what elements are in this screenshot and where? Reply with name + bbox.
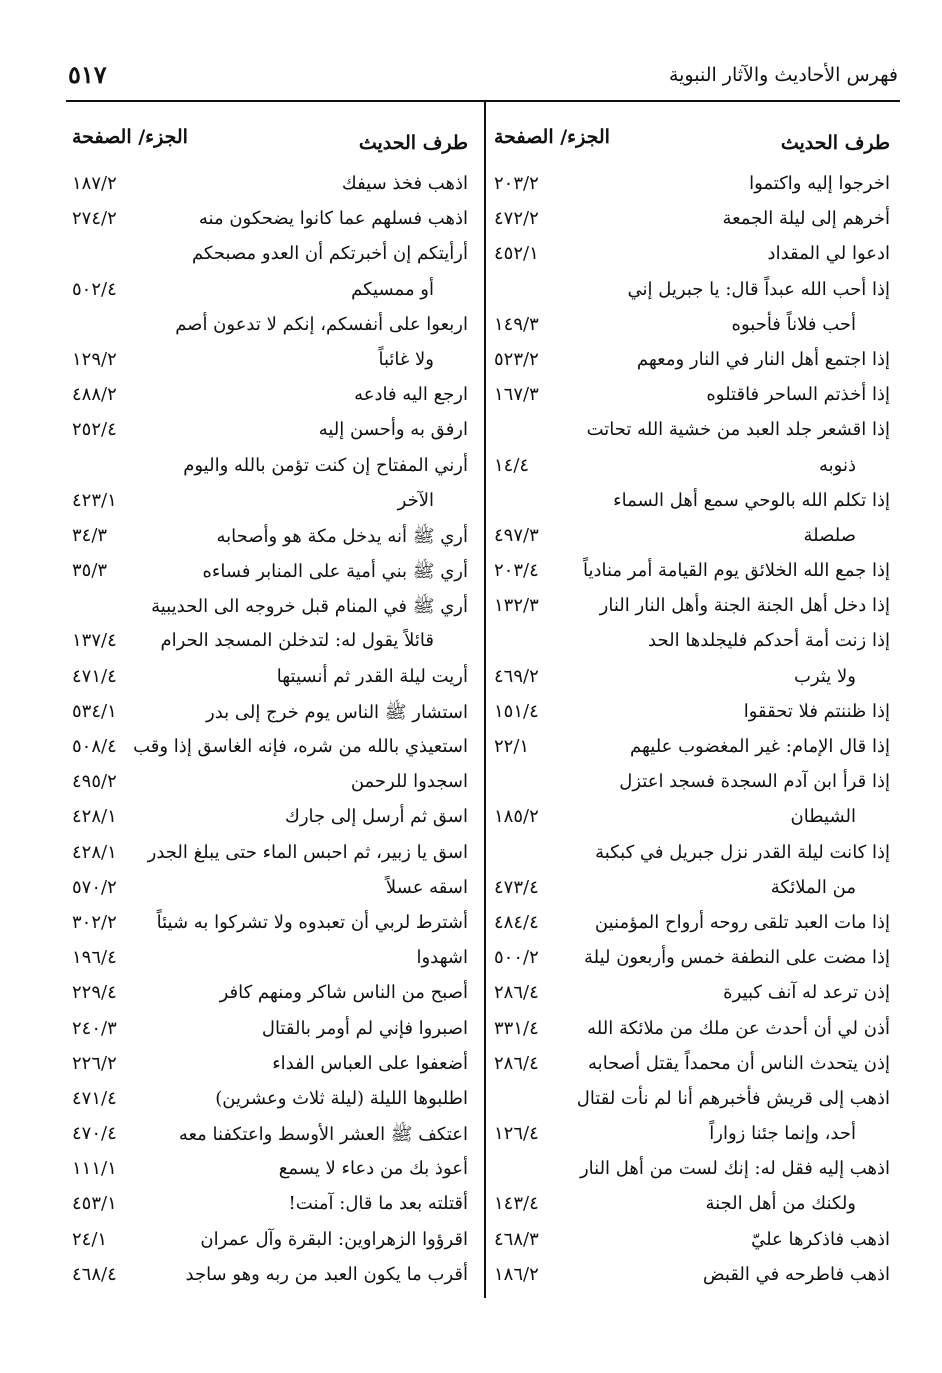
hadith-text: أضعفوا على العباس الفداء	[272, 1052, 468, 1074]
volume-page-ref: ٥٠٠/٢	[494, 947, 539, 969]
column-header-text: طرف الحديث	[780, 132, 890, 154]
hadith-text: اسجدوا للرحمن	[350, 771, 468, 793]
index-row	[492, 698, 896, 733]
volume-page-ref: ٢٠٣/٤	[494, 560, 539, 582]
index-row	[492, 979, 896, 1014]
index-row	[70, 170, 474, 205]
volume-page-ref: ٢٠٣/٢	[494, 173, 539, 194]
hadith-text: اقرؤوا الزهراوين: البقرة وآل عمران	[200, 1228, 468, 1250]
hadith-text: ولا يثرب	[794, 665, 856, 687]
column-header-ref: الجزء/ الصفحة	[494, 126, 610, 148]
index-row	[492, 1050, 896, 1085]
index-row	[492, 416, 896, 451]
hadith-text: من الملائكة	[770, 876, 856, 898]
index-column-right	[492, 112, 896, 1296]
hadith-text: إذن ترعد له آنف كبيرة	[723, 982, 890, 1004]
volume-page-ref: ٤٧١/٤	[72, 1087, 117, 1109]
volume-page-ref: ١٥١/٤	[494, 700, 539, 722]
volume-page-ref: ٥٠٨/٤	[72, 736, 117, 757]
index-row	[70, 1155, 474, 1190]
index-row	[492, 909, 896, 944]
volume-page-ref: ٤٩٥/٢	[72, 771, 117, 793]
index-row	[492, 1190, 896, 1225]
column-header-text: طرف الحديث	[358, 132, 468, 154]
hadith-text: اسقه عسلاً	[385, 876, 468, 898]
volume-page-ref: ٤٨٨/٢	[72, 384, 117, 406]
hadith-text: إذا أخذتم الساحر فاقتلوه	[706, 384, 890, 406]
index-row	[70, 874, 474, 909]
hadith-text: أقرب ما يكون العبد من ربه وهو ساجد	[185, 1263, 468, 1285]
index-row	[492, 487, 896, 522]
volume-page-ref: ١٢٩/٢	[72, 348, 117, 370]
index-row	[70, 627, 474, 662]
index-row	[492, 1226, 896, 1261]
hadith-text: إذا تكلم الله بالوحي سمع أهل السماء	[613, 489, 890, 511]
header-rule	[66, 100, 900, 102]
hadith-text: أحد، وإنما جئنا زواراً	[709, 1123, 856, 1145]
volume-page-ref: ٥٢٣/٢	[494, 348, 539, 370]
running-title: فهرس الأحاديث والآثار النبوية	[668, 64, 898, 86]
volume-page-ref: ٢٢/١	[494, 736, 530, 757]
hadith-text: اسق ثم أرسل إلى جارك	[284, 806, 468, 828]
index-row	[70, 909, 474, 944]
volume-page-ref: ٤٢٣/١	[72, 489, 117, 511]
volume-page-ref: ٣٥/٣	[72, 560, 108, 582]
volume-page-ref: ١٨٥/٢	[494, 806, 539, 828]
volume-page-ref: ٢٤/١	[72, 1228, 108, 1250]
index-row	[492, 1155, 896, 1190]
hadith-text: الآخر	[397, 489, 434, 511]
index-row	[492, 311, 896, 346]
volume-page-ref: ١٢٦/٤	[494, 1123, 539, 1145]
volume-page-ref: ٤٨٤/٤	[494, 911, 539, 933]
hadith-text: ارفق به وأحسن إليه	[318, 419, 468, 441]
hadith-text: إذا مات العبد تلقى روحه أرواح المؤمنين	[594, 911, 890, 933]
volume-page-ref: ٤٢٨/١	[72, 841, 117, 863]
index-row	[70, 452, 474, 487]
column-header-ref: الجزء/ الصفحة	[72, 126, 188, 148]
hadith-text: اذهب إليه فقل له: إنك لست من أهل النار	[579, 1158, 890, 1180]
volume-page-ref: ٤٦٨/٤	[72, 1263, 117, 1285]
index-row	[70, 557, 474, 592]
index-row	[70, 1226, 474, 1261]
volume-page-ref: ٣٤/٣	[72, 524, 108, 546]
volume-page-ref: ١٤٩/٣	[494, 313, 539, 335]
hadith-text: استشار ﷺ الناس يوم خرج إلى بدر	[206, 701, 468, 723]
volume-page-ref: ٢٢٦/٢	[72, 1052, 117, 1074]
volume-page-ref: ٤٩٧/٣	[494, 524, 539, 546]
hadith-text: إذا دخل أهل الجنة الجنة وأهل النار النار	[599, 595, 890, 617]
hadith-text: اعتكف ﷺ العشر الأوسط واعتكفنا معه	[178, 1124, 468, 1146]
index-row	[70, 1190, 474, 1225]
volume-page-ref: ١٩٦/٤	[72, 947, 117, 969]
hadith-text: اصبروا فإني لم أومر بالقتال	[261, 1017, 468, 1039]
volume-page-ref: ٢٤٠/٣	[72, 1017, 117, 1039]
index-row	[492, 663, 896, 698]
hadith-text: استعيذي بالله من شره، فإنه الغاسق إذا وقب	[133, 736, 468, 757]
index-row	[70, 276, 474, 311]
hadith-text: اذهب فسلهم عما كانوا يضحكون منه	[198, 208, 468, 230]
index-row	[70, 416, 474, 451]
index-row	[492, 768, 896, 803]
hadith-text: إذا قال الإمام: غير المغضوب عليهم	[629, 736, 890, 757]
index-row	[492, 733, 896, 768]
index-row	[70, 803, 474, 838]
hadith-text: إذا زنت أمة أحدكم فليجلدها الحد	[648, 630, 890, 652]
hadith-text: أحب فلاناً فأحبوه	[731, 313, 856, 335]
index-row	[492, 522, 896, 557]
index-row	[70, 979, 474, 1014]
page-number: ٥١٧	[68, 60, 107, 89]
index-row	[492, 346, 896, 381]
index-row	[492, 170, 896, 205]
hadith-text: صلصلة	[803, 524, 856, 546]
volume-page-ref: ١٣٢/٣	[494, 595, 539, 617]
volume-page-ref: ٤٧٠/٤	[72, 1123, 117, 1145]
volume-page-ref: ١٤٣/٤	[494, 1193, 539, 1215]
index-row	[492, 205, 896, 240]
volume-page-ref: ٢٨٦/٤	[494, 1052, 539, 1074]
hadith-text: إذن يتحدث الناس أن محمداً يقتل أصحابه	[588, 1052, 890, 1074]
column-header	[70, 112, 474, 170]
volume-page-ref: ١٦٧/٣	[494, 384, 539, 406]
index-row	[70, 522, 474, 557]
index-row	[492, 557, 896, 592]
hadith-text: أرني المفتاح إن كنت تؤمن بالله واليوم	[183, 454, 468, 476]
hadith-text: أصبح من الناس شاكر ومنهم كافر	[219, 982, 468, 1004]
index-row	[70, 381, 474, 416]
volume-page-ref: ٣٠٢/٢	[72, 911, 117, 933]
hadith-text: إذا كانت ليلة القدر نزل جبريل في كبكبة	[595, 841, 890, 863]
volume-page-ref: ٤٧١/٤	[72, 665, 117, 687]
index-row	[70, 1015, 474, 1050]
hadith-text: اطلبوها الليلة (ليلة ثلاث وعشرين)	[215, 1087, 468, 1109]
index-row	[70, 663, 474, 698]
index-row	[70, 1085, 474, 1120]
index-row	[70, 944, 474, 979]
volume-page-ref: ٤٥٣/١	[72, 1193, 117, 1215]
index-row	[70, 1261, 474, 1296]
volume-page-ref: ٢٨٦/٤	[494, 982, 539, 1004]
index-row	[492, 1120, 896, 1155]
hadith-text: أري ﷺ أنه يدخل مكة هو وأصحابه	[216, 525, 468, 547]
index-row	[70, 346, 474, 381]
volume-page-ref: ٤٦٨/٣	[494, 1228, 539, 1250]
hadith-text: أرأيتكم إن أخبرتكم أن العدو مصبحكم	[191, 243, 468, 265]
hadith-text: اسق يا زبير، ثم احبس الماء حتى يبلغ الجدر	[147, 841, 468, 863]
volume-page-ref: ١١١/١	[72, 1158, 117, 1180]
index-row	[492, 1085, 896, 1120]
index-row	[70, 1050, 474, 1085]
volume-page-ref: ٢٥٢/٤	[72, 419, 117, 441]
hadith-text: اذهب فاطرحه في القبض	[702, 1263, 890, 1285]
volume-page-ref: ٥٣٤/١	[72, 700, 117, 722]
index-row	[70, 311, 474, 346]
hadith-text: ولا غائباً	[378, 348, 434, 370]
hadith-text: أريت ليلة القدر ثم أنسيتها	[276, 665, 468, 687]
hadith-text: اربعوا على أنفسكم، إنكم لا تدعون أصم	[175, 313, 468, 335]
volume-page-ref: ٤٦٩/٢	[494, 665, 539, 687]
index-row	[492, 1015, 896, 1050]
hadith-text: أشترط لربي أن تعبدوه ولا تشركوا به شيئاً	[156, 911, 468, 933]
index-row	[492, 1261, 896, 1296]
index-row	[70, 698, 474, 733]
hadith-text: اخرجوا إليه واكتموا	[749, 173, 890, 194]
hadith-text: ارجع اليه فادعه	[354, 384, 468, 406]
hadith-text: إذا جمع الله الخلائق يوم القيامة أمر منادياً	[582, 560, 890, 582]
volume-page-ref: ٤٧٣/٤	[494, 876, 539, 898]
index-row	[70, 205, 474, 240]
hadith-text: إذا قرأ ابن آدم السجدة فسجد اعتزل	[619, 771, 890, 793]
index-row	[70, 733, 474, 768]
hadith-text: أذن لي أن أحدث عن ملك من ملائكة الله	[587, 1017, 890, 1039]
volume-page-ref: ٢٢٩/٤	[72, 982, 117, 1004]
index-row	[70, 240, 474, 275]
volume-page-ref: ١٤/٤	[494, 454, 530, 476]
index-row	[492, 276, 896, 311]
hadith-text: أعوذ بك من دعاء لا يسمع	[278, 1158, 468, 1180]
page-header	[68, 60, 898, 94]
hadith-text: ادعوا لي المقداد	[767, 243, 890, 265]
hadith-text: ولكنك من أهل الجنة	[705, 1193, 856, 1215]
index-row	[70, 1120, 474, 1155]
index-row	[492, 944, 896, 979]
volume-page-ref: ١٨٦/٢	[494, 1263, 539, 1285]
hadith-text: اذهب إلى قريش فأخبرهم أنا لم نأت لقتال	[576, 1087, 890, 1109]
hadith-text: أو ممسيكم	[351, 278, 434, 300]
index-row	[492, 627, 896, 662]
hadith-text: الشيطان	[790, 806, 856, 828]
hadith-text: أري ﷺ في المنام قبل خروجه الى الحديبية	[151, 596, 468, 618]
index-row	[492, 874, 896, 909]
hadith-text: اذهب فخذ سيفك	[341, 173, 468, 194]
hadith-text: إذا مضت على النطفة خمس وأربعون ليلة	[583, 947, 890, 969]
index-row	[70, 487, 474, 522]
volume-page-ref: ١٣٧/٤	[72, 630, 117, 652]
volume-page-ref: ٤٧٢/٢	[494, 208, 539, 230]
index-row	[492, 592, 896, 627]
hadith-text: إذا اجتمع أهل النار في النار ومعهم	[636, 348, 890, 370]
hadith-text: اذهب فاذكرها عليّ	[751, 1228, 890, 1250]
hadith-text: أري ﷺ بني أمية على المنابر فساءه	[202, 561, 468, 583]
hadith-text: اشهدوا	[416, 947, 468, 969]
hadith-text: ذنوبه	[819, 454, 856, 476]
volume-page-ref: ٤٥٢/١	[494, 243, 539, 265]
index-row	[492, 240, 896, 275]
volume-page-ref: ٤٢٨/١	[72, 806, 117, 828]
index-row	[70, 839, 474, 874]
column-divider	[484, 100, 486, 1298]
hadith-text: إذا اقشعر جلد العبد من خشية الله تحاتت	[586, 419, 890, 441]
index-row	[70, 592, 474, 627]
volume-page-ref: ١٨٧/٢	[72, 173, 117, 194]
index-row	[492, 803, 896, 838]
volume-page-ref: ٥٧٠/٢	[72, 876, 117, 898]
hadith-text: أخرهم إلى ليلة الجمعة	[722, 208, 890, 230]
volume-page-ref: ٢٧٤/٢	[72, 208, 117, 230]
hadith-text: إذا ظننتم فلا تحققوا	[743, 700, 890, 722]
index-row	[70, 768, 474, 803]
index-column-left	[70, 112, 474, 1296]
hadith-text: قائلاً يقول له: لتدخلن المسجد الحرام	[160, 630, 434, 652]
volume-page-ref: ٥٠٢/٤	[72, 278, 117, 300]
column-header	[492, 112, 896, 170]
hadith-text: أقتلته بعد ما قال: آمنت!	[288, 1193, 468, 1215]
hadith-text: إذا أحب الله عبداً قال: يا جبريل إني	[627, 278, 890, 300]
volume-page-ref: ٣٣١/٤	[494, 1017, 539, 1039]
index-row	[492, 381, 896, 416]
index-row	[492, 452, 896, 487]
index-row	[492, 839, 896, 874]
